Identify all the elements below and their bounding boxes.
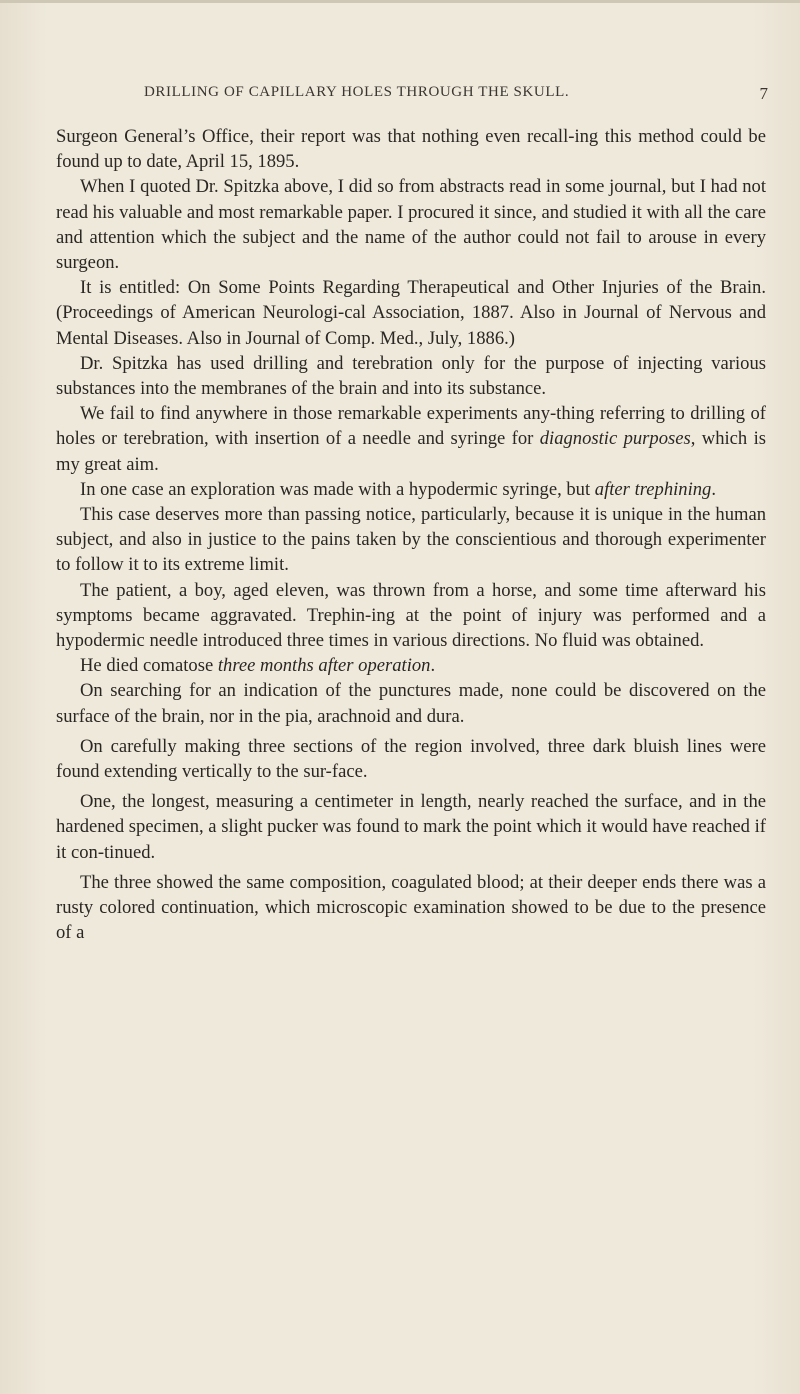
paragraph-10: On searching for an indication of the punctures made, none could be discovered on the surface of the brain, nor in the pia, arachnoid and dura. <box>56 680 766 727</box>
paragraph-5-italic: diagnostic purposes <box>539 428 691 450</box>
page-header <box>78 84 768 108</box>
paragraph-6-end: . <box>711 478 716 500</box>
paragraph-3: It is entitled: On Some Points Regarding Therapeutical and Other Injuries of the Brain. (Proceedings of American Neurologi-cal Association, 1887. Also in Journal of Nervous and Mental Diseases. Also in Journal of Comp. Med., July, 1886.) <box>56 277 766 349</box>
paragraph-9 <box>56 653 766 678</box>
paragraph-6 <box>56 477 766 502</box>
paragraph-9-text: He died comatose <box>80 655 218 677</box>
paragraph-6-text: In one case an exploration was made with a hypodermic syringe, but <box>80 478 595 500</box>
paragraph-6-italic: after trephining <box>594 478 712 500</box>
paragraph-9-end: . <box>430 655 436 677</box>
paragraph-12: One, the longest, measuring a centimeter in length, nearly reached the surface, and in the hardened specimen, a slight pucker was found to mark the point which it would have reached if it con-tinued. <box>56 791 766 863</box>
body-text <box>56 124 766 946</box>
page-edge-rule <box>0 0 800 3</box>
paragraph-1: Surgeon General’s Office, their report was that nothing even recall-ing this method could be found up to date, April 15, 1895. <box>56 126 766 173</box>
running-head: DRILLING OF CAPILLARY HOLES THROUGH THE SKULL. <box>144 84 570 100</box>
paragraph-11: On carefully making three sections of the region involved, three dark bluish lines were found extending vertically to the sur-face. <box>56 735 766 783</box>
page-number: 7 <box>759 84 768 103</box>
paragraph-4: Dr. Spitzka has used drilling and terebration only for the purpose of injecting various substances into the membranes of the brain and into its substance. <box>56 352 766 400</box>
paragraph-5-text: We fail to find anywhere in those remarkable experiments any-thing referring to drilling of holes or terebration, with insertion of a needle and syringe for <box>56 403 766 450</box>
paragraph-13: The three showed the same composition, coagulated blood; at their deeper ends there was a rusty colored continuation, which microscopic examination showed to be due to the presence of a <box>56 871 766 944</box>
paragraph-8: The patient, a boy, aged eleven, was thrown from a horse, and some time afterward his symptoms became aggravated. Trephin-ing at the point of injury was performed and a hypodermic needle introduced three times in various directions. No fluid was obtained. <box>56 579 766 652</box>
paragraph-5 <box>56 401 766 477</box>
paragraph-9-italic: three months after operation <box>217 655 431 677</box>
paragraph-7: This case deserves more than passing notice, particularly, because it is unique in the human subject, and also in justice to the pains taken by the conscientious and thorough experimenter to follow it to its extreme limit. <box>56 504 766 576</box>
paragraph-2: When I quoted Dr. Spitzka above, I did so from abstracts read in some journal, but I had not read his valuable and most remarkable paper. I procured it since, and studied it with all the care and attention which the subject and the name of the author could not fail to arouse in every surgeon. <box>56 176 766 274</box>
paragraph-5-end: , which is my great aim. <box>56 428 766 475</box>
